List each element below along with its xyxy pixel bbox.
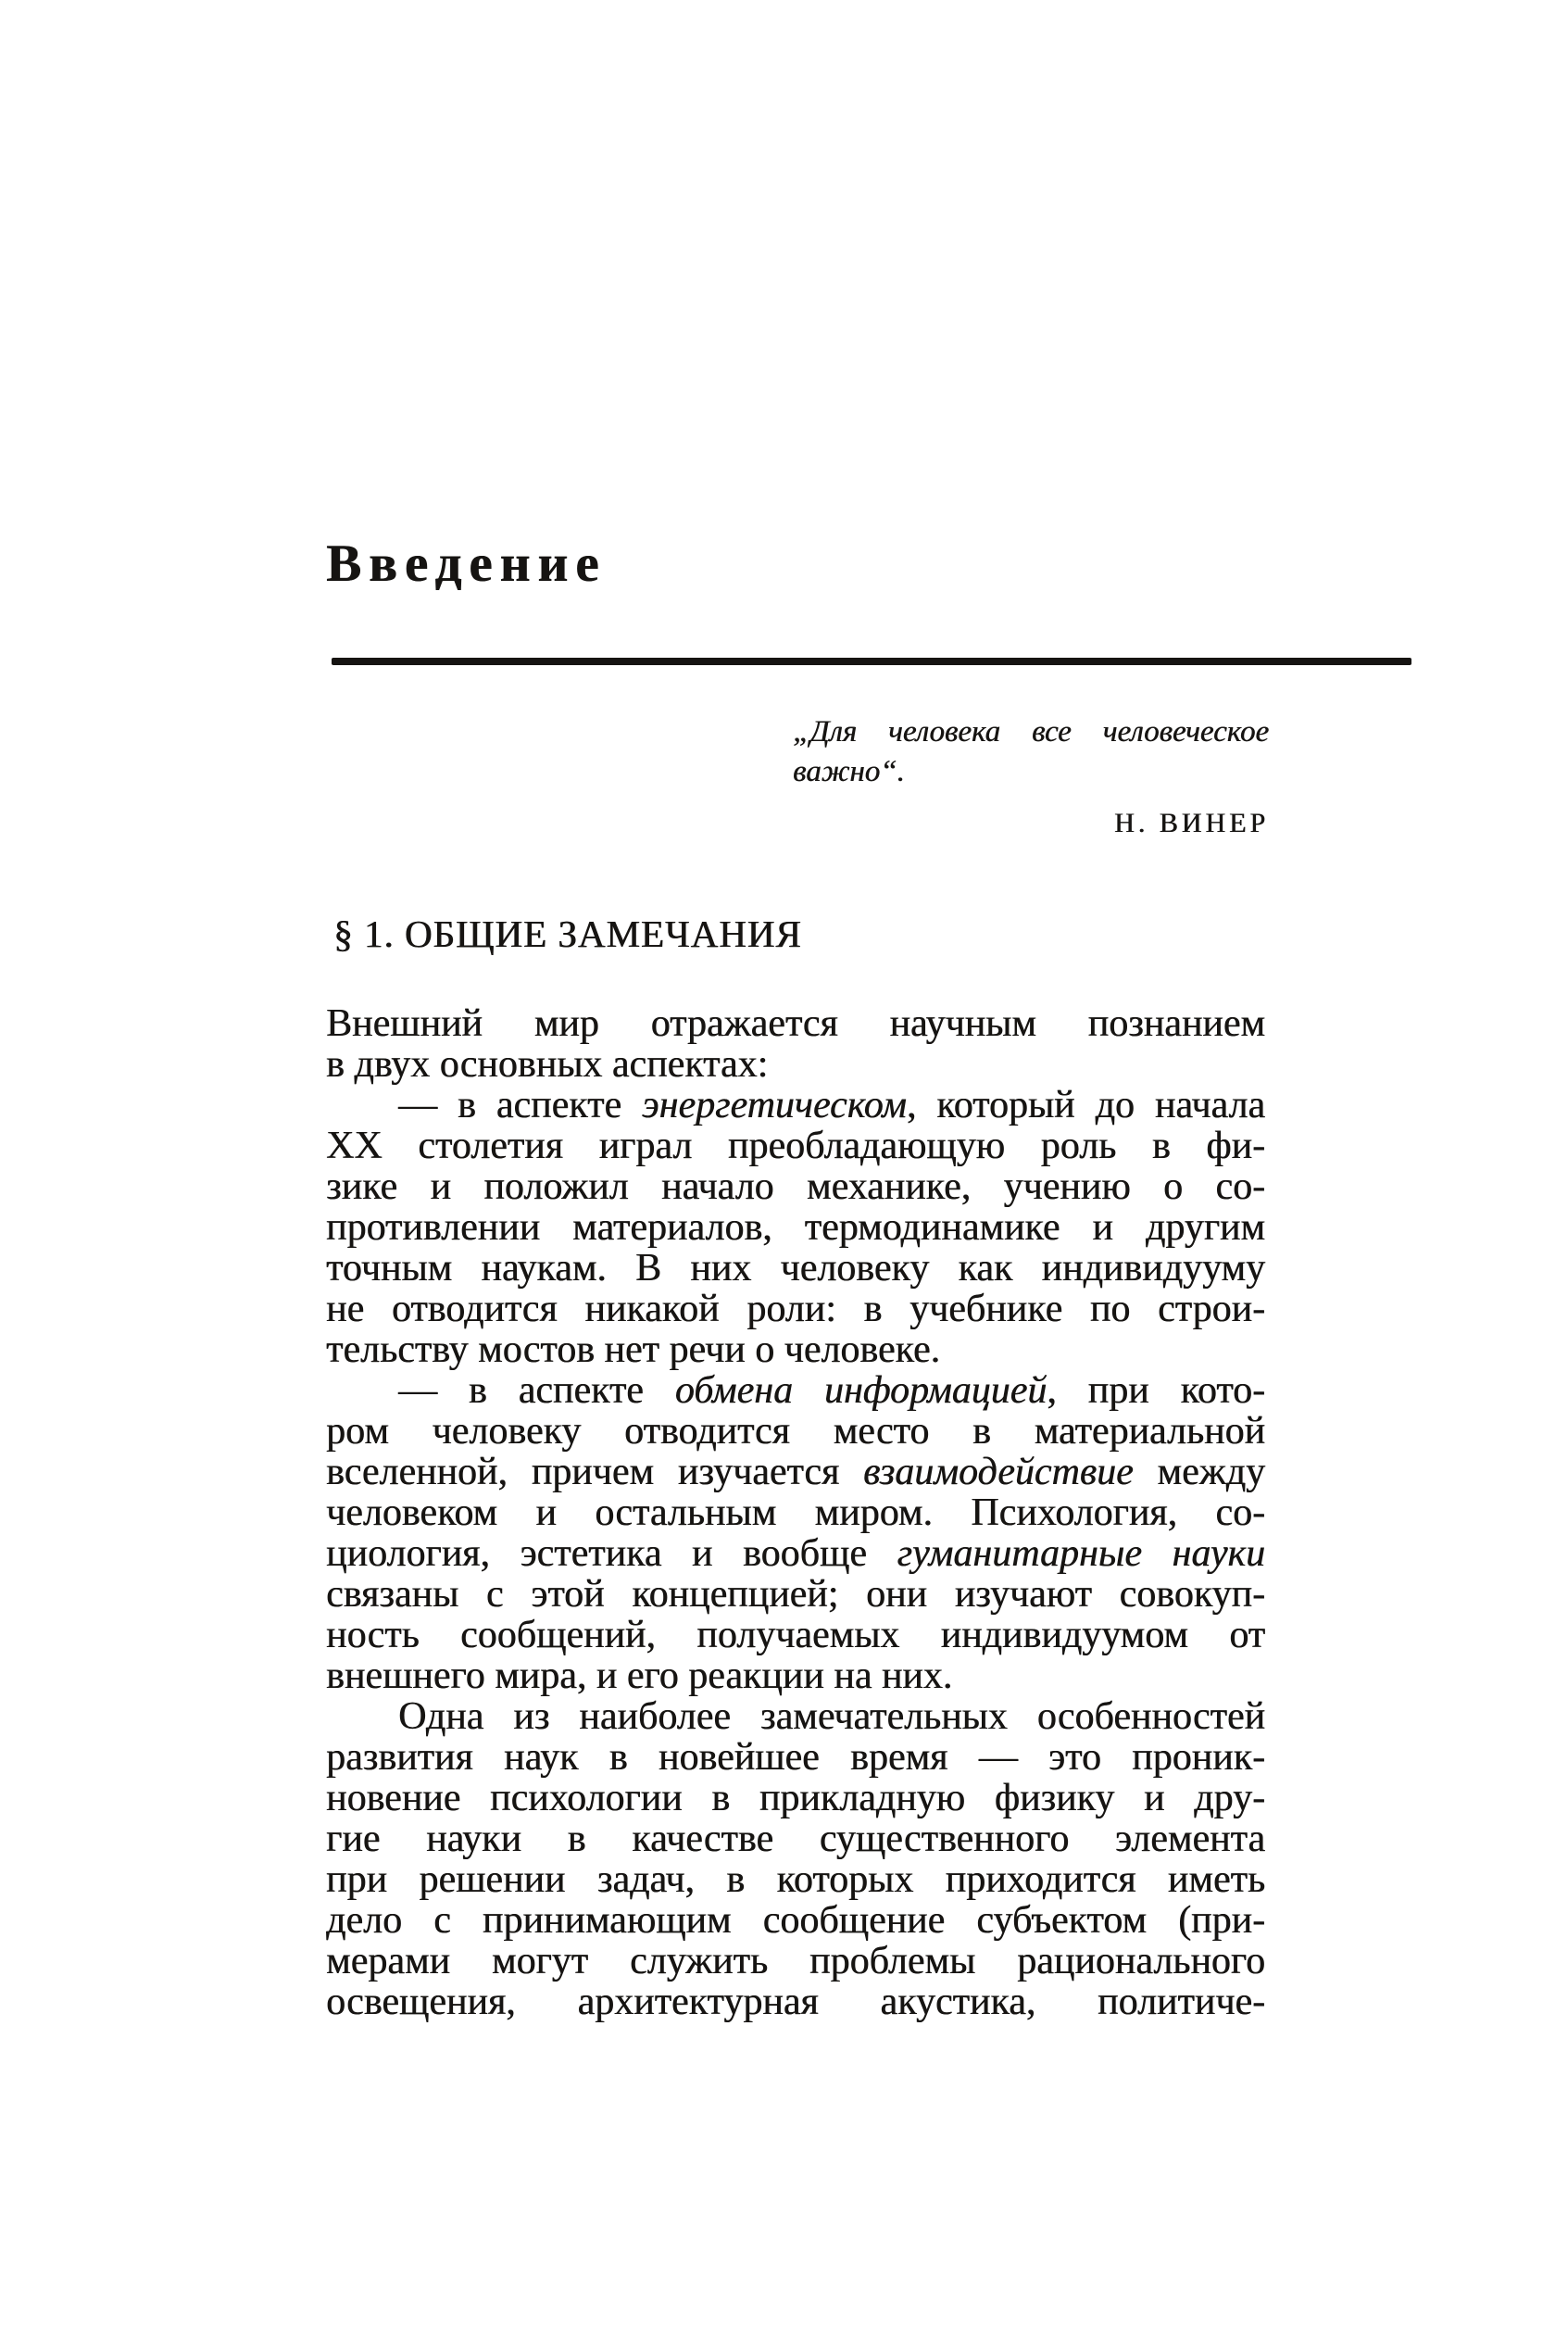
text-line: точным наукам. В них человеку как индивидууму: [326, 1247, 1265, 1290]
text-line: связаны с этой концепцией; они изучают совокуп-: [326, 1573, 1265, 1616]
text-line: ром человеку отводится место в материальной: [326, 1410, 1265, 1453]
text-line: человеком и остальным миром. Психология, со-: [326, 1491, 1265, 1534]
text-line: развития наук в новейшее время — это проник-: [326, 1736, 1265, 1779]
paragraph: [326, 1696, 1265, 2022]
epigraph-attribution: Н. ВИНЕР: [1113, 808, 1269, 838]
epigraph-quote-line: важно“.: [793, 755, 905, 788]
text-line: противлении материалов, термодинамике и другим: [326, 1206, 1265, 1249]
italic-term: взаимодействие: [863, 1451, 1134, 1493]
chapter-title: Введение: [326, 535, 607, 593]
text-line: внешнего мира, и его реакции на них.: [326, 1655, 953, 1697]
paragraph: [326, 1085, 1265, 1370]
text-line: Внешний мир отражается научным познанием: [326, 1002, 1265, 1045]
italic-term: энергетическом: [642, 1084, 907, 1126]
text-line: ность сообщений, получаемых индивидуумом от: [326, 1614, 1265, 1656]
text-line: новение психологии в прикладную физику и дру-: [326, 1777, 1265, 1819]
paragraph: [326, 1003, 1265, 1085]
epigraph-quote-line: „Для человека все человеческое: [793, 715, 1269, 749]
paragraph: [326, 1370, 1265, 1696]
text-line: гие науки в качестве существенного элемента: [326, 1818, 1265, 1860]
text-line: не отводится никакой роли: в учебнике по строи-: [326, 1288, 1265, 1330]
text-line: зике и положил начало механике, учению о со-: [326, 1165, 1265, 1208]
italic-term: гуманитарные науки: [897, 1532, 1265, 1575]
text-line: — в аспекте обмена информацией, при кото-: [398, 1369, 1265, 1412]
text-line: тельству мостов нет речи о человеке.: [326, 1328, 941, 1371]
body-text: [326, 1003, 1265, 2022]
text-line: при решении задач, в которых приходится иметь: [326, 1858, 1265, 1901]
italic-term: обмена информацией: [674, 1369, 1047, 1412]
horizontal-rule: [332, 658, 1411, 665]
epigraph: [793, 712, 1269, 843]
text-line: — в аспекте энергетическом, который до начала: [398, 1084, 1265, 1126]
section-heading: § 1. ОБЩИЕ ЗАМЕЧАНИЯ: [333, 912, 802, 955]
text-line: вселенной, причем изучается взаимодействие между: [326, 1451, 1265, 1493]
text-line: Одна из наиболее замечательных особенностей: [398, 1695, 1265, 1738]
text-line: XX столетия играл преобладающую роль в фи-: [326, 1125, 1265, 1167]
text-line: мерами могут служить проблемы рационального: [326, 1940, 1265, 1982]
text-line: освещения, архитектурная акустика, политиче-: [326, 1981, 1265, 2023]
text-line: циология, эстетика и вообще гуманитарные науки: [326, 1532, 1265, 1575]
text-line: дело с принимающим сообщение субъектом (при-: [326, 1899, 1265, 1942]
text-line: в двух основных аспектах:: [326, 1043, 769, 1086]
